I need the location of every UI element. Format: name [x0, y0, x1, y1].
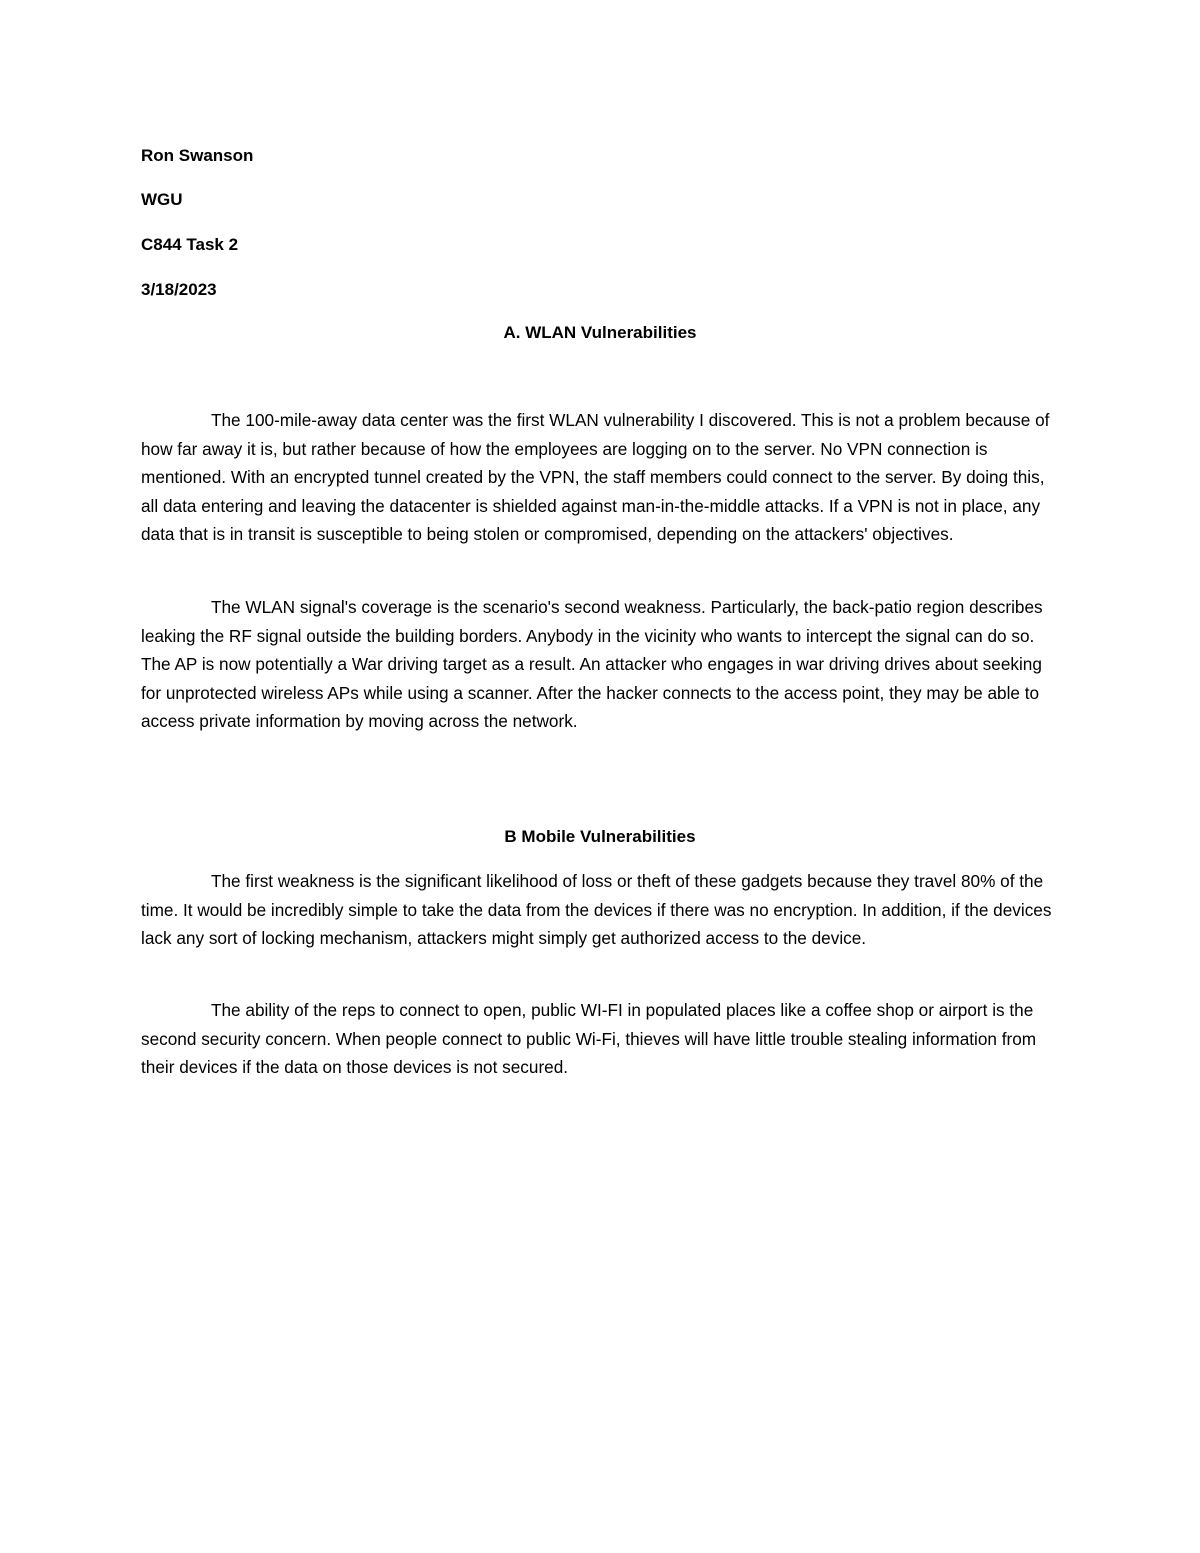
section-b-paragraph-1: The first weakness is the significant likelihood of loss or theft of these gadgets because they travel 80% of the time. It would be incredibly simple to take the data from the devices if there was no encryption. In addition, if the devices lack any sort of locking mechanism, attackers might simply get authorized access to the device.	[141, 871, 1052, 949]
institution-name: WGU	[141, 190, 183, 209]
section-b-paragraph-2: The ability of the reps to connect to open, public WI-FI in populated places like a coffee shop or airport is the second security concern. When people connect to public Wi-Fi, thieves will have little trouble stealing information from their devices if the data on those devices is not secured.	[141, 1000, 1037, 1078]
course-task: C844 Task 2	[141, 235, 239, 254]
section-a-paragraph-1: The 100-mile-away data center was the first WLAN vulnerability I discovered. This is not a problem because of how far away it is, but rather because of how the employees are logging on to the server. No VPN connection is mentioned. With an encrypted tunnel created by the VPN, the staff members could connect to the server. By doing this, all data entering and leaving the datacenter is shielded against man-in-the-middle attacks. If a VPN is not in place, any data that is in transit is susceptible to being stolen or compromised, depending on the attackers' objectives.	[141, 410, 1050, 545]
section-a-paragraph-2: The WLAN signal's coverage is the scenario's second weakness. Particularly, the back-patio region describes leaking the RF signal outside the building borders. Anybody in the vicinity who wants to intercept the signal can do so. The AP is now potentially a War driving target as a result. An attacker who engages in war driving drives about seeking for unprotected wireless APs while using a scanner. After the hacker connects to the access point, they may be able to access private information by moving across the network.	[141, 597, 1043, 732]
section-b-heading: B Mobile Vulnerabilities	[504, 827, 696, 846]
document-date: 3/18/2023	[141, 280, 217, 299]
author-name: Ron Swanson	[141, 146, 254, 165]
section-a-heading: A. WLAN Vulnerabilities	[503, 323, 697, 342]
